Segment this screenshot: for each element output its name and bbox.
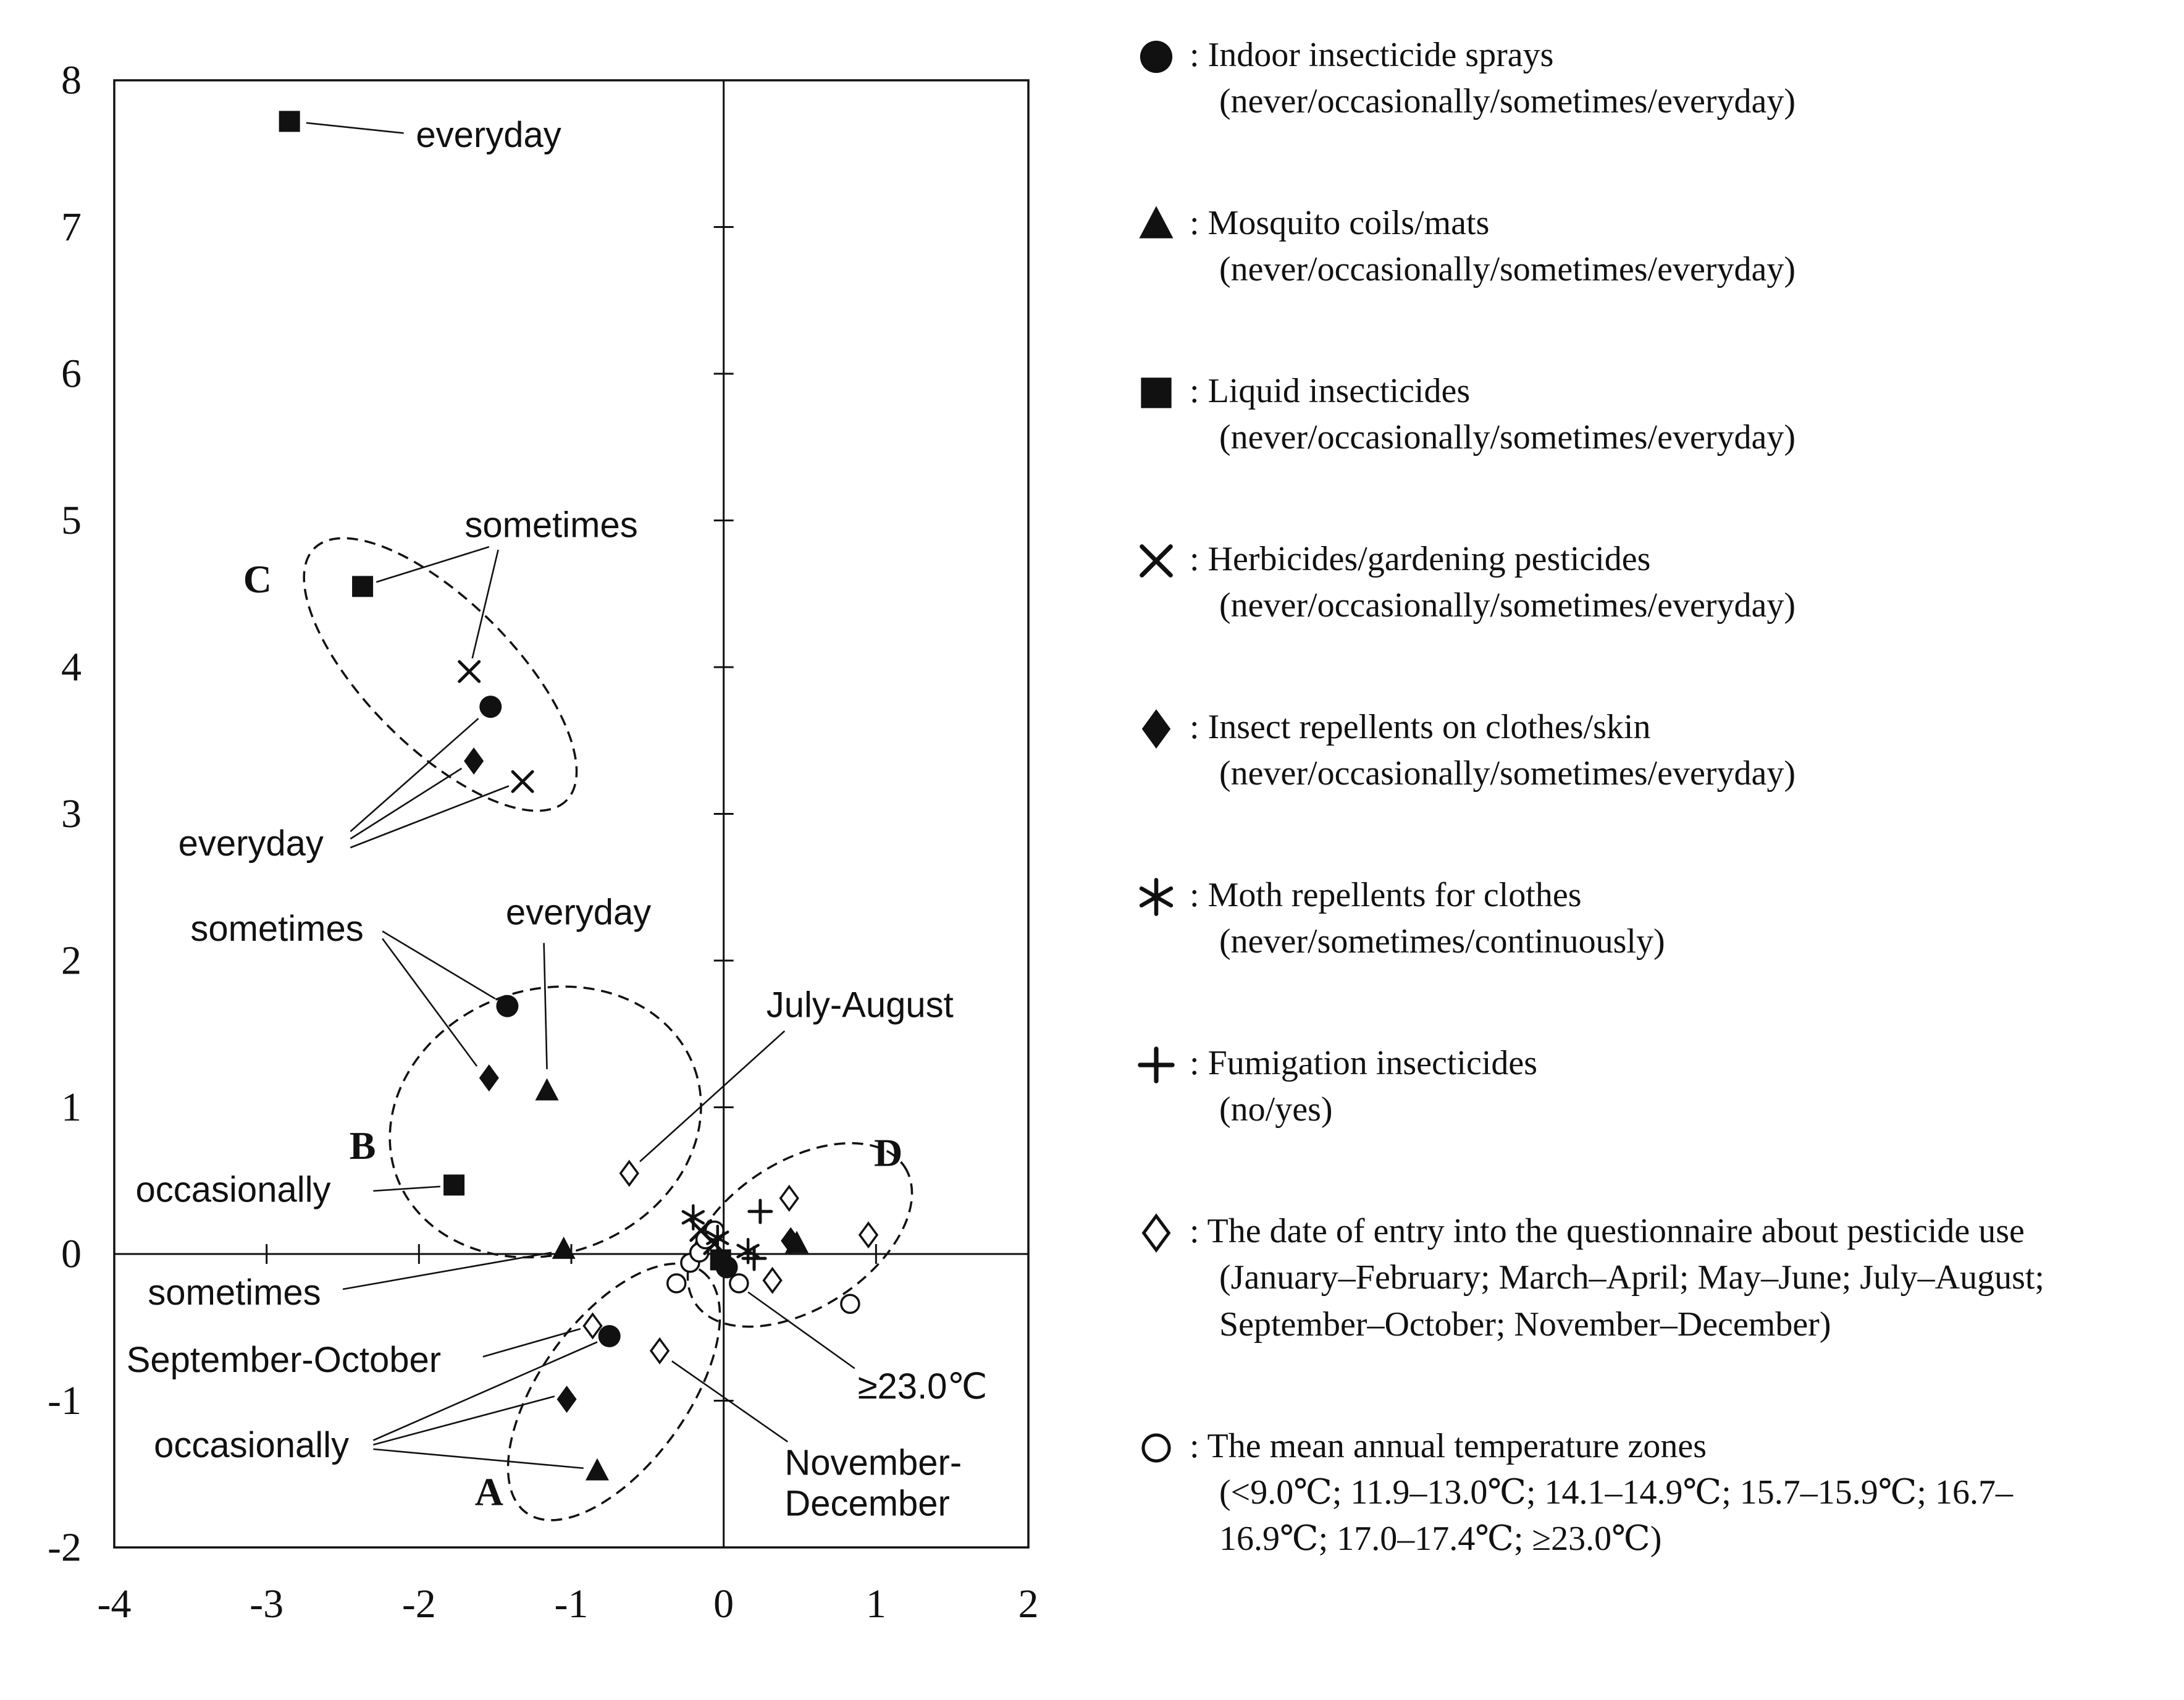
y-tick-label: 2 — [61, 938, 82, 983]
leader-line — [350, 768, 461, 839]
legend-options: (January–February; March–April; May–June; July–August; September–October; November–December) — [1219, 1258, 2044, 1344]
y-tick-label: 7 — [61, 204, 82, 250]
filled-square-icon — [1129, 368, 1183, 418]
leader-line — [640, 1031, 784, 1161]
x-tick-label: 1 — [865, 1581, 886, 1626]
filled-circle-marker — [598, 1325, 621, 1347]
y-tick-label: 6 — [61, 351, 82, 397]
open-circle-icon — [1129, 1423, 1183, 1473]
cluster-ellipse-C — [262, 497, 618, 852]
x-mark-marker — [513, 772, 532, 791]
legend-options: (never/occasionally/sometimes/everyday) — [1219, 82, 1796, 121]
legend-label: : Insect repellents on clothes/skin — [1190, 704, 2104, 751]
legend-label: : Mosquito coils/mats — [1190, 200, 2104, 246]
annotations — [127, 114, 988, 1523]
filled-diamond-marker — [1142, 709, 1170, 749]
filled-circle-marker — [496, 995, 518, 1017]
open-diamond-marker — [764, 1269, 781, 1292]
y-tick-label: 1 — [61, 1085, 82, 1130]
leader-line — [472, 550, 498, 659]
leader-line — [373, 1396, 555, 1444]
filled-triangle-marker — [586, 1458, 609, 1481]
leader-line — [483, 1329, 581, 1357]
leader-line — [382, 938, 477, 1066]
annotation-sometimes-c: sometimes — [464, 505, 638, 545]
legend-options: (<9.0℃; 11.9–13.0℃; 14.1–14.9℃; 15.7–15.9℃; 16.7–16.9℃; 17.0–17.4℃; ≥23.0℃) — [1219, 1473, 2013, 1558]
plus-icon — [1129, 1040, 1183, 1090]
legend-item-6 — [1129, 872, 2142, 965]
filled-circle-marker — [716, 1256, 738, 1278]
filled-square-marker — [1141, 377, 1171, 408]
legend — [1129, 32, 2142, 1638]
asterisk-marker — [1141, 880, 1171, 914]
leader-line — [382, 932, 495, 999]
legend-options: (never/occasionally/sometimes/everyday) — [1219, 250, 1796, 289]
filled-diamond-marker — [464, 747, 484, 775]
legend-item-5 — [1129, 704, 2142, 797]
y-tick-label: 8 — [61, 57, 82, 103]
legend-entry-text — [1190, 1423, 2104, 1562]
leader-line — [373, 1187, 440, 1191]
legend-entry-text — [1190, 704, 2104, 797]
plus-marker — [1140, 1049, 1172, 1081]
cluster-ellipses — [262, 497, 944, 1556]
legend-entry-text — [1190, 32, 2104, 125]
legend-entry-text — [1190, 368, 2104, 461]
leader-line — [350, 718, 478, 831]
open-diamond-icon — [1129, 1208, 1183, 1258]
legend-label: : Fumigation insecticides — [1190, 1040, 2104, 1087]
data-points — [279, 111, 877, 1481]
annotation-november-december: November-December — [784, 1442, 962, 1523]
x-mark-icon — [1129, 536, 1183, 586]
open-diamond-marker — [1144, 1216, 1169, 1250]
legend-options: (never/occasionally/sometimes/everyday) — [1219, 418, 1796, 457]
open-circle-marker — [841, 1295, 859, 1313]
filled-circle-marker — [1140, 41, 1172, 73]
leader-line — [544, 943, 547, 1069]
annotation-everyday-top: everyday — [416, 114, 561, 155]
x-tick-label: 0 — [713, 1581, 734, 1626]
asterisk-icon — [1129, 872, 1183, 922]
filled-triangle-icon — [1129, 200, 1183, 250]
legend-label: : Moth repellents for clothes — [1190, 872, 2104, 919]
y-tick-label: -2 — [48, 1525, 82, 1570]
annotation-september-october: September-October — [126, 1339, 442, 1380]
open-circle-marker — [730, 1274, 748, 1292]
leader-line — [373, 1449, 583, 1468]
legend-entry-text — [1190, 1208, 2104, 1347]
y-tick-label: 4 — [61, 644, 82, 690]
annotation-sometimes-b: sometimes — [190, 908, 364, 949]
legend-entry-text — [1190, 536, 2104, 629]
x-mark-marker — [460, 662, 479, 681]
open-diamond-marker — [651, 1339, 668, 1363]
legend-item-8 — [1129, 1208, 2142, 1347]
legend-entry-text — [1190, 200, 2104, 293]
plus-marker — [749, 1200, 771, 1222]
legend-label: : Indoor insecticide sprays — [1190, 32, 2104, 78]
legend-item-1 — [1129, 32, 2142, 125]
filled-circle-marker — [479, 696, 502, 718]
legend-item-2 — [1129, 200, 2142, 293]
x-mark-marker — [1142, 547, 1170, 575]
filled-triangle-marker — [536, 1078, 559, 1100]
leader-line — [343, 1253, 552, 1289]
y-tick-label: -1 — [48, 1378, 82, 1423]
leader-lines — [306, 123, 855, 1468]
legend-item-9 — [1129, 1423, 2142, 1562]
cluster-letter-B: B — [349, 1123, 376, 1168]
legend-entry-text — [1190, 872, 2104, 965]
annotation-everyday-c: everyday — [178, 823, 324, 864]
leader-line — [306, 123, 404, 133]
legend-label: : Liquid insecticides — [1190, 368, 2104, 414]
cluster-letter-A: A — [474, 1470, 503, 1514]
filled-square-marker — [443, 1174, 464, 1195]
y-tick-label: 0 — [61, 1231, 82, 1277]
legend-item-7 — [1129, 1040, 2142, 1133]
x-tick-label: -4 — [97, 1581, 132, 1626]
annotation-sometimes-a: sometimes — [148, 1272, 321, 1313]
filled-square-marker — [352, 576, 373, 597]
open-circle-marker — [668, 1274, 686, 1292]
plot-border — [114, 80, 1028, 1547]
legend-item-3 — [1129, 368, 2142, 461]
annotation-occasionally-b: occasionally — [135, 1169, 331, 1210]
annotation-july-august: July-August — [766, 984, 954, 1025]
legend-entry-text — [1190, 1040, 2104, 1133]
open-diamond-marker — [621, 1161, 638, 1185]
legend-item-4 — [1129, 536, 2142, 629]
x-tick-label: -1 — [554, 1581, 589, 1626]
filled-square-marker — [279, 111, 300, 132]
y-tick-label: 5 — [61, 498, 82, 543]
legend-label: : Herbicides/gardening pesticides — [1190, 536, 2104, 583]
leader-line — [672, 1361, 788, 1442]
filled-diamond-marker — [479, 1064, 499, 1092]
filled-triangle-marker — [1139, 206, 1173, 238]
annotation-temp-23: ≥23.0℃ — [857, 1366, 988, 1407]
legend-options: (never/sometimes/continuously) — [1219, 922, 1665, 961]
asterisk-marker — [683, 1206, 704, 1229]
open-diamond-marker — [781, 1187, 798, 1210]
legend-options: (never/occasionally/sometimes/everyday) — [1219, 754, 1796, 793]
x-tick-label: -3 — [250, 1581, 284, 1626]
cluster-letter-C: C — [243, 557, 272, 601]
x-tick-label: -2 — [401, 1581, 436, 1626]
leader-line — [376, 547, 489, 582]
cluster-letter-D: D — [873, 1130, 903, 1175]
annotation-occasionally-a: occasionally — [154, 1424, 350, 1465]
open-diamond-marker — [860, 1223, 877, 1247]
filled-diamond-icon — [1129, 704, 1183, 754]
annotation-everyday-b: everyday — [505, 892, 652, 933]
legend-options: (no/yes) — [1219, 1090, 1333, 1129]
leader-line — [350, 786, 509, 848]
leader-line — [748, 1292, 855, 1369]
legend-label: : The mean annual temperature zones — [1190, 1423, 2104, 1470]
open-circle-marker — [1143, 1435, 1169, 1461]
x-tick-label: 2 — [1018, 1581, 1039, 1626]
legend-options: (never/occasionally/sometimes/everyday) — [1219, 586, 1796, 625]
legend-label: : The date of entry into the questionnaire about pesticide use — [1190, 1208, 2104, 1255]
y-tick-label: 3 — [61, 791, 82, 836]
filled-diamond-marker — [557, 1386, 577, 1413]
filled-circle-icon — [1129, 32, 1183, 82]
